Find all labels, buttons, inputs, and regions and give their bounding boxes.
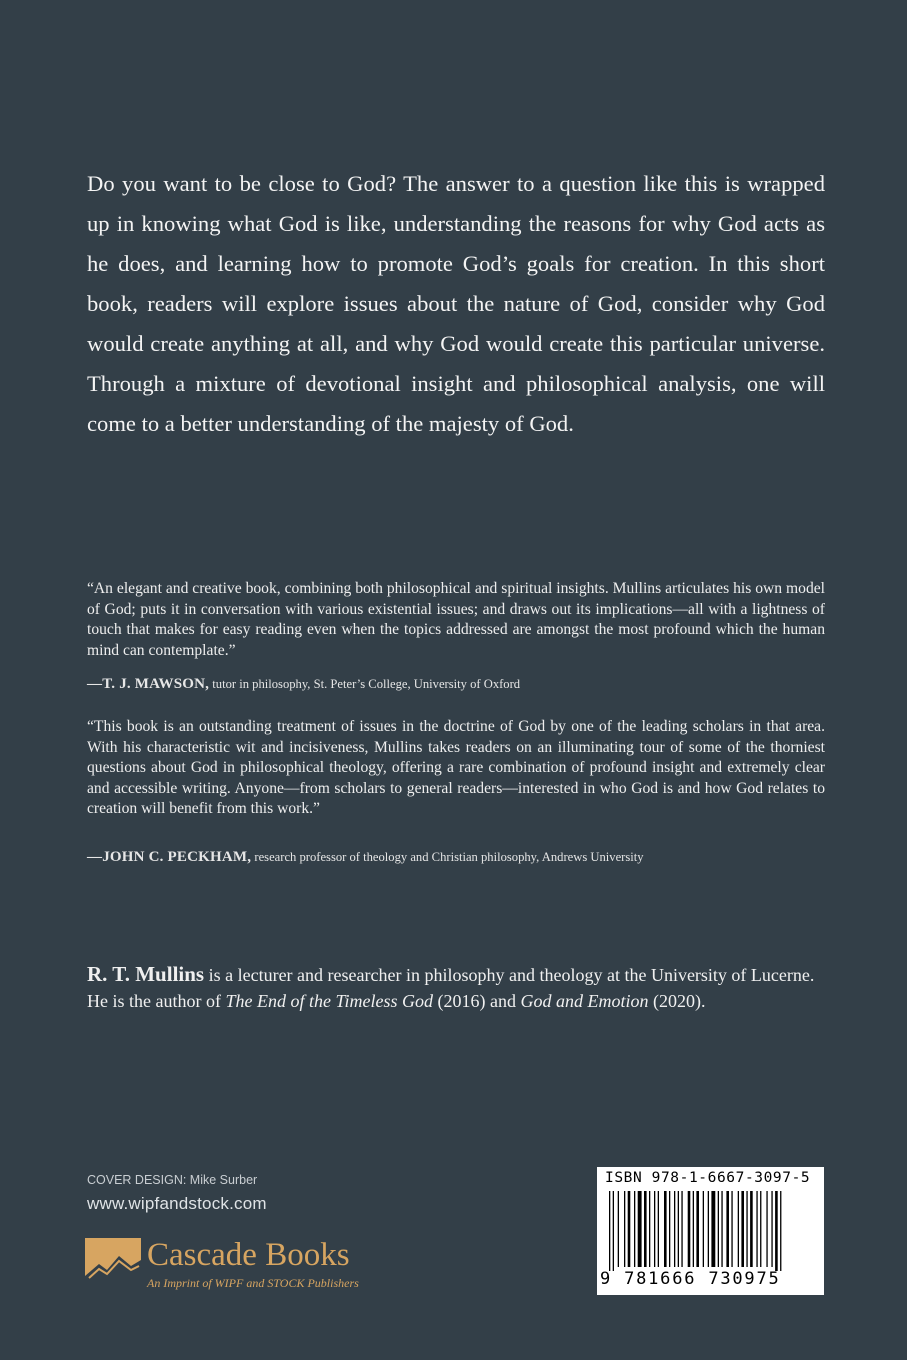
endorser-name: —JOHN C. PECKHAM, [87,849,252,865]
barcode-bar [693,1191,694,1267]
barcode-bar [638,1191,642,1267]
barcode-bar [649,1191,650,1267]
mountain-logo-icon [85,1238,141,1288]
barcode-bar [618,1191,619,1267]
barcode-bar [708,1191,709,1267]
barcode-bar [731,1191,732,1267]
author-name: R. T. Mullins [87,962,205,986]
barcode-bar [609,1191,610,1271]
endorser-affiliation: research professor of theology and Christian philosophy, Andrews University [251,850,644,864]
barcode-bar [688,1191,691,1267]
publisher-logo [85,1236,415,1298]
isbn-label: ISBN 978-1-6667-3097-5 [605,1170,811,1186]
isbn-barcode-block [597,1167,824,1295]
bio-text: (2016) and [432,991,521,1011]
barcode-bar [669,1191,670,1267]
barcode-bar [718,1191,719,1267]
endorsement-quote-2: “This book is an outstanding treatment of issues in the doctrine of God by one of the leading scholars in that area. With his characteristic wit and incisiveness, Mullins takes readers on an illuminating tour of some of the thorniest questions about God in philosophical theology, offering a rare combination of profound insight and extremely clear and accessible writing. Anyone—from scholars to general readers—interested in who God is and how God relates to creation will benefit from this work.” [87,718,825,817]
barcode-bar [760,1191,761,1267]
cover-design-credit: COVER DESIGN: Mike Surber [87,1173,258,1187]
barcode-bar [613,1191,614,1271]
bio-text: is a lecturer and researcher in philosophy and theology at the University of Lucerne. He is the author of [87,965,815,1011]
barcode-bar [703,1191,704,1267]
author-bio [87,961,825,1014]
barcode-bar [726,1191,729,1267]
ean-number: 9 781666 730975 [600,1269,781,1289]
barcode-bar [756,1191,757,1267]
barcode [605,1191,816,1271]
barcode-bar [780,1191,781,1271]
publisher-name: Cascade Books [147,1237,350,1273]
barcode-bar [624,1191,625,1267]
barcode-bar [658,1191,659,1267]
endorsement-quote-1: “An elegant and creative book, combining both philosophical and spiritual insights. Mullins articulates his own model of God; puts it in conversation with various existential issues; and draws out its implications—all with a lightness of touch that makes for easy reading even when the topics addressed are amongst the most profound which the human mind can contemplate.” [87,580,825,659]
barcode-bar [750,1191,753,1267]
barcode-bar [628,1191,631,1267]
barcode-bar [678,1191,679,1267]
barcode-bar [721,1191,722,1267]
publisher-tagline: An Imprint of WIPF and STOCK Publishers [147,1276,359,1290]
barcode-bar [711,1191,715,1267]
barcode-bar [775,1191,778,1271]
barcode-bar [681,1191,682,1267]
barcode-bar [664,1191,667,1267]
barcode-bar [634,1191,635,1267]
barcode-bar [674,1191,675,1267]
book-description: Do you want to be close to God? The answer to a question like this is wrapped up in knowing what God is like, understanding the reasons for why God acts as he does, and learning how to promote God’s goals for creation. In this short book, readers will explore issues about the nature of God, consider why God would create anything at all, and why God would create this particular universe. Through a mixture of devotional insight and philosophical analysis, one will come to a better understanding of the majesty of God. [87,171,825,436]
barcode-bar [771,1191,772,1267]
endorsement-attribution-1 [87,676,520,693]
barcode-bar [738,1191,739,1267]
barcode-bar [746,1191,747,1267]
barcode-bar [644,1191,647,1267]
book-title: God and Emotion [520,991,649,1011]
bio-text: (2020). [648,991,706,1011]
barcode-bar [654,1191,655,1267]
barcode-bar [741,1191,744,1267]
endorsement-attribution-2 [87,849,644,866]
book-title: The End of the Timeless God [225,991,433,1011]
publisher-website: www.wipfandstock.com [87,1194,267,1213]
endorser-affiliation: tutor in philosophy, St. Peter’s College, University of Oxford [209,677,521,691]
barcode-bar [696,1191,699,1267]
endorser-name: —T. J. MAWSON, [87,676,210,692]
barcode-bar [766,1191,767,1267]
